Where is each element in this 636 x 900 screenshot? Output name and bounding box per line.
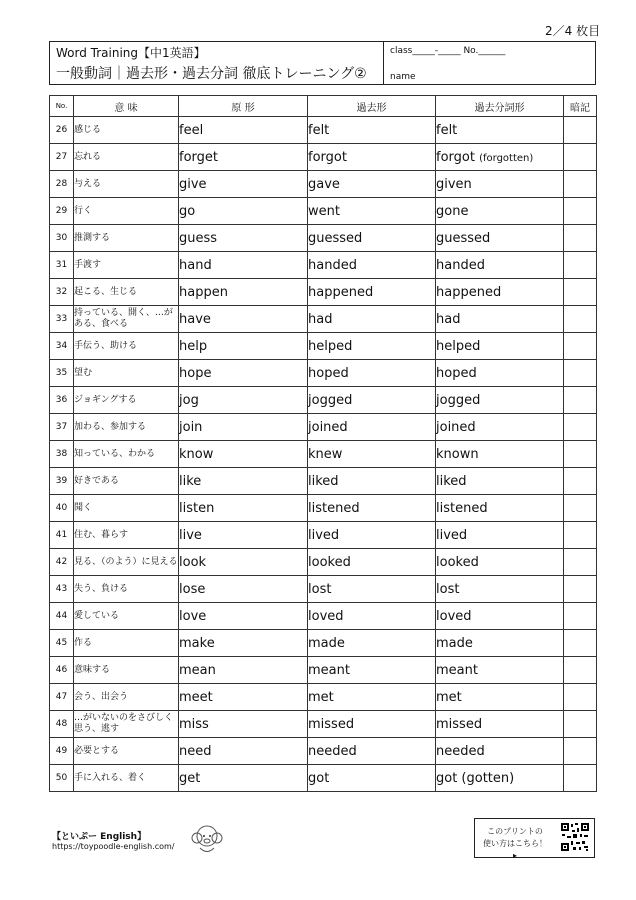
- row-past-participle: [436, 630, 564, 657]
- header-memo: 暗記: [564, 96, 597, 117]
- row-meaning: 住む、暮らす: [74, 522, 179, 549]
- row-number: 38: [50, 441, 74, 468]
- row-meaning: 会う、出会う: [74, 684, 179, 711]
- row-past-form: meant: [308, 657, 436, 684]
- memo-checkbox[interactable]: [564, 711, 597, 738]
- row-base-form: join: [179, 414, 308, 441]
- past-participle-text: missed: [436, 716, 483, 732]
- row-meaning: 推測する: [74, 225, 179, 252]
- past-participle-text: gone: [436, 203, 469, 219]
- row-past-form: lived: [308, 522, 436, 549]
- row-number: 40: [50, 495, 74, 522]
- row-number: 49: [50, 738, 74, 765]
- past-participle-text: lived: [436, 527, 468, 543]
- row-base-form: feel: [179, 117, 308, 144]
- past-participle-text: handed: [436, 257, 485, 273]
- row-base-form: need: [179, 738, 308, 765]
- site-url[interactable]: https://toypoodle-english.com/: [52, 842, 175, 851]
- table-row: [50, 711, 597, 738]
- row-base-form: make: [179, 630, 308, 657]
- memo-checkbox[interactable]: [564, 468, 597, 495]
- row-past-participle: [436, 360, 564, 387]
- row-number: 43: [50, 576, 74, 603]
- row-base-form: miss: [179, 711, 308, 738]
- memo-checkbox[interactable]: [564, 522, 597, 549]
- row-number: 29: [50, 198, 74, 225]
- row-base-form: mean: [179, 657, 308, 684]
- table-row: [50, 495, 597, 522]
- table-row: [50, 630, 597, 657]
- row-past-participle: [436, 549, 564, 576]
- row-base-form: hope: [179, 360, 308, 387]
- memo-checkbox[interactable]: [564, 171, 597, 198]
- row-meaning: 失う、負ける: [74, 576, 179, 603]
- row-meaning: 手渡す: [74, 252, 179, 279]
- table-row: [50, 468, 597, 495]
- qr-code-icon[interactable]: [560, 822, 590, 852]
- row-past-participle: [436, 603, 564, 630]
- past-participle-text: jogged: [436, 392, 481, 408]
- row-number: 35: [50, 360, 74, 387]
- row-past-participle: [436, 279, 564, 306]
- row-number: 46: [50, 657, 74, 684]
- row-past-participle: [436, 711, 564, 738]
- row-past-participle: [436, 441, 564, 468]
- row-past-participle: [436, 738, 564, 765]
- row-number: 42: [50, 549, 74, 576]
- row-past-participle: [436, 495, 564, 522]
- row-past-participle: [436, 387, 564, 414]
- past-participle-text: given: [436, 176, 472, 192]
- poodle-mascot-icon: [188, 822, 226, 856]
- row-past-participle: [436, 468, 564, 495]
- row-past-participle: [436, 171, 564, 198]
- memo-checkbox[interactable]: [564, 603, 597, 630]
- row-meaning: 忘れる: [74, 144, 179, 171]
- past-participle-alt: (forgotten): [479, 152, 534, 164]
- header-meaning: 意 味: [74, 96, 179, 117]
- row-meaning: 持っている、開く、…がある、食べる: [74, 306, 179, 333]
- row-past-form: handed: [308, 252, 436, 279]
- table-row: [50, 522, 597, 549]
- table-row: [50, 684, 597, 711]
- row-meaning: 作る: [74, 630, 179, 657]
- table-row: [50, 441, 597, 468]
- row-past-form: joined: [308, 414, 436, 441]
- row-past-form: helped: [308, 333, 436, 360]
- table-row: [50, 765, 597, 792]
- row-base-form: guess: [179, 225, 308, 252]
- table-row: [50, 252, 597, 279]
- row-past-participle: [436, 117, 564, 144]
- row-meaning: …がいないのをさびしく思う、逃す: [74, 711, 179, 738]
- row-number: 32: [50, 279, 74, 306]
- row-base-form: live: [179, 522, 308, 549]
- header-past: 過去形: [308, 96, 436, 117]
- memo-checkbox[interactable]: [564, 630, 597, 657]
- table-header-row: [50, 96, 597, 117]
- row-number: 36: [50, 387, 74, 414]
- row-number: 28: [50, 171, 74, 198]
- row-base-form: like: [179, 468, 308, 495]
- name-field: name: [390, 72, 416, 82]
- row-number: 39: [50, 468, 74, 495]
- row-meaning: 行く: [74, 198, 179, 225]
- past-participle-text: forgot: [436, 149, 475, 165]
- title-line2: 一般動詞｜過去形・過去分詞 徹底トレーニング②: [56, 66, 367, 82]
- table-row: [50, 333, 597, 360]
- row-past-participle: [436, 144, 564, 171]
- row-meaning: 感じる: [74, 117, 179, 144]
- row-meaning: 見る、（のよう）に見える: [74, 549, 179, 576]
- memo-checkbox[interactable]: [564, 576, 597, 603]
- row-past-participle: [436, 576, 564, 603]
- row-meaning: 意味する: [74, 657, 179, 684]
- past-participle-text: lost: [436, 581, 460, 597]
- table-row: [50, 279, 597, 306]
- past-participle-text: guessed: [436, 230, 491, 246]
- table-row: [50, 306, 597, 333]
- row-base-form: listen: [179, 495, 308, 522]
- table-row: [50, 657, 597, 684]
- row-past-form: loved: [308, 603, 436, 630]
- row-past-participle: [436, 252, 564, 279]
- row-past-form: guessed: [308, 225, 436, 252]
- table-row: [50, 198, 597, 225]
- past-participle-text: felt: [436, 122, 458, 138]
- past-participle-text: listened: [436, 500, 488, 516]
- row-past-participle: [436, 333, 564, 360]
- memo-checkbox[interactable]: [564, 279, 597, 306]
- row-meaning: 起こる、生じる: [74, 279, 179, 306]
- row-number: 37: [50, 414, 74, 441]
- table-row: [50, 225, 597, 252]
- past-participle-text: looked: [436, 554, 479, 570]
- past-participle-text: known: [436, 446, 479, 462]
- table-row: [50, 117, 597, 144]
- row-past-form: needed: [308, 738, 436, 765]
- row-past-form: had: [308, 306, 436, 333]
- row-number: 34: [50, 333, 74, 360]
- memo-checkbox[interactable]: [564, 360, 597, 387]
- row-base-form: look: [179, 549, 308, 576]
- qr-text-line2: 使い方はこちら！ ▸: [483, 839, 547, 860]
- row-meaning: 愛している: [74, 603, 179, 630]
- table-row: [50, 171, 597, 198]
- qr-text-line1: このプリントの: [487, 827, 543, 836]
- table-row: [50, 576, 597, 603]
- table-row: [50, 549, 597, 576]
- row-past-form: happened: [308, 279, 436, 306]
- row-meaning: ジョギングする: [74, 387, 179, 414]
- row-past-form: forgot: [308, 144, 436, 171]
- qr-guide-box[interactable]: [474, 818, 595, 858]
- row-meaning: 手伝う、助ける: [74, 333, 179, 360]
- memo-checkbox[interactable]: [564, 738, 597, 765]
- row-meaning: 加わる、参加する: [74, 414, 179, 441]
- row-number: 41: [50, 522, 74, 549]
- row-base-form: help: [179, 333, 308, 360]
- row-number: 50: [50, 765, 74, 792]
- row-past-form: hoped: [308, 360, 436, 387]
- word-table: [49, 95, 597, 792]
- row-past-participle: [436, 198, 564, 225]
- title-box: [50, 42, 384, 84]
- header-no: No.: [50, 96, 74, 117]
- memo-checkbox[interactable]: [564, 441, 597, 468]
- row-past-form: gave: [308, 171, 436, 198]
- table-row: [50, 414, 597, 441]
- row-meaning: 知っている、わかる: [74, 441, 179, 468]
- row-base-form: know: [179, 441, 308, 468]
- table-row: [50, 144, 597, 171]
- row-past-form: went: [308, 198, 436, 225]
- row-past-form: knew: [308, 441, 436, 468]
- row-meaning: 手に入れる、着く: [74, 765, 179, 792]
- row-base-form: go: [179, 198, 308, 225]
- table-row: [50, 360, 597, 387]
- memo-checkbox[interactable]: [564, 117, 597, 144]
- past-participle-text: happened: [436, 284, 502, 300]
- memo-checkbox[interactable]: [564, 549, 597, 576]
- past-participle-text: got (gotten): [436, 770, 515, 786]
- past-participle-text: joined: [436, 419, 476, 435]
- memo-checkbox[interactable]: [564, 225, 597, 252]
- row-past-form: felt: [308, 117, 436, 144]
- row-past-form: jogged: [308, 387, 436, 414]
- row-base-form: happen: [179, 279, 308, 306]
- memo-checkbox[interactable]: [564, 198, 597, 225]
- row-base-form: give: [179, 171, 308, 198]
- past-participle-text: made: [436, 635, 473, 651]
- row-meaning: 好きである: [74, 468, 179, 495]
- row-past-participle: [436, 657, 564, 684]
- row-base-form: get: [179, 765, 308, 792]
- header-past-participle: 過去分詞形: [436, 96, 564, 117]
- memo-checkbox[interactable]: [564, 495, 597, 522]
- row-meaning: 与える: [74, 171, 179, 198]
- row-number: 31: [50, 252, 74, 279]
- memo-checkbox[interactable]: [564, 306, 597, 333]
- table-row: [50, 738, 597, 765]
- row-number: 44: [50, 603, 74, 630]
- row-past-form: met: [308, 684, 436, 711]
- row-past-form: listened: [308, 495, 436, 522]
- header-base: 原 形: [179, 96, 308, 117]
- past-participle-text: meant: [436, 662, 478, 678]
- row-past-participle: [436, 684, 564, 711]
- row-base-form: jog: [179, 387, 308, 414]
- row-base-form: lose: [179, 576, 308, 603]
- row-meaning: 聞く: [74, 495, 179, 522]
- row-base-form: love: [179, 603, 308, 630]
- memo-checkbox[interactable]: [564, 252, 597, 279]
- row-past-participle: [436, 306, 564, 333]
- row-base-form: forget: [179, 144, 308, 171]
- row-base-form: meet: [179, 684, 308, 711]
- row-past-form: made: [308, 630, 436, 657]
- row-number: 27: [50, 144, 74, 171]
- row-number: 33: [50, 306, 74, 333]
- qr-guide-text: [480, 826, 550, 862]
- memo-checkbox[interactable]: [564, 414, 597, 441]
- row-number: 47: [50, 684, 74, 711]
- row-past-form: lost: [308, 576, 436, 603]
- memo-checkbox[interactable]: [564, 144, 597, 171]
- row-base-form: have: [179, 306, 308, 333]
- row-meaning: 望む: [74, 360, 179, 387]
- past-participle-text: met: [436, 689, 462, 705]
- row-number: 26: [50, 117, 74, 144]
- worksheet-header: [49, 41, 596, 85]
- past-participle-text: hoped: [436, 365, 477, 381]
- row-past-participle: [436, 414, 564, 441]
- memo-checkbox[interactable]: [564, 657, 597, 684]
- row-past-form: looked: [308, 549, 436, 576]
- table-row: [50, 387, 597, 414]
- row-number: 30: [50, 225, 74, 252]
- past-participle-text: liked: [436, 473, 467, 489]
- row-number: 48: [50, 711, 74, 738]
- row-past-participle: [436, 225, 564, 252]
- past-participle-text: needed: [436, 743, 485, 759]
- memo-checkbox[interactable]: [564, 765, 597, 792]
- row-past-participle: [436, 765, 564, 792]
- row-number: 45: [50, 630, 74, 657]
- class-field: class_____-_____ No.______: [390, 46, 506, 56]
- page-number: 2／4 枚目: [545, 24, 601, 38]
- memo-checkbox[interactable]: [564, 684, 597, 711]
- row-past-form: got: [308, 765, 436, 792]
- table-row: [50, 603, 597, 630]
- past-participle-text: helped: [436, 338, 481, 354]
- memo-checkbox[interactable]: [564, 387, 597, 414]
- row-meaning: 必要とする: [74, 738, 179, 765]
- past-participle-text: had: [436, 311, 461, 327]
- row-past-form: missed: [308, 711, 436, 738]
- brand-name: 【といぷー English】: [52, 832, 147, 842]
- memo-checkbox[interactable]: [564, 333, 597, 360]
- past-participle-text: loved: [436, 608, 472, 624]
- row-base-form: hand: [179, 252, 308, 279]
- row-past-participle: [436, 522, 564, 549]
- title-line1: Word Training【中1英語】: [56, 46, 206, 60]
- row-past-form: liked: [308, 468, 436, 495]
